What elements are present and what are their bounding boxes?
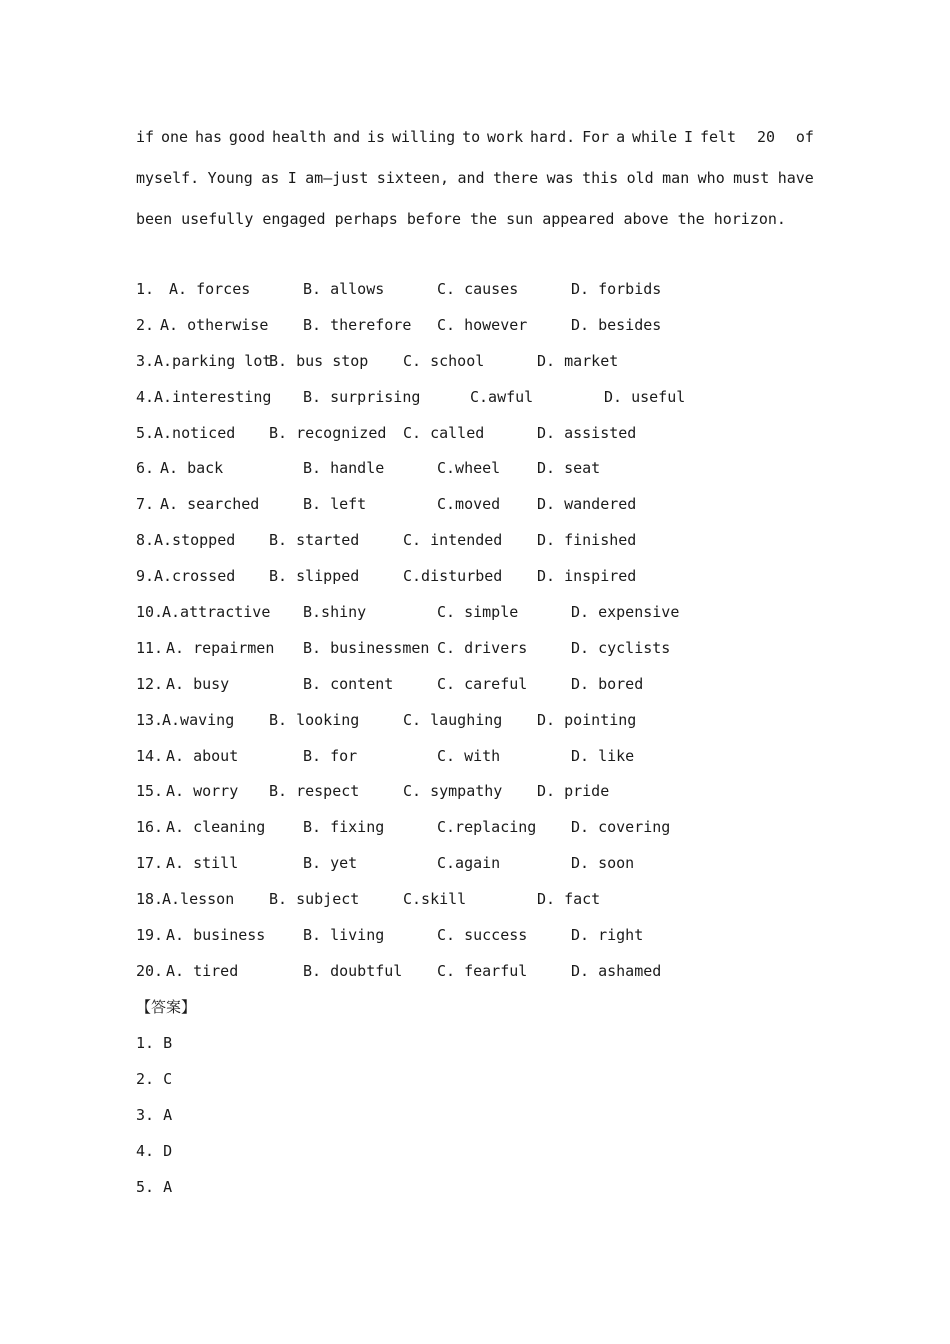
option-a: A. forces [169, 280, 251, 298]
passage-word: engaged [262, 210, 326, 228]
option-b: B. respect [269, 782, 360, 801]
option-d: D. soon [571, 854, 635, 873]
passage-word: and [333, 128, 361, 146]
option-a: A.waving [162, 710, 235, 729]
passage-word: felt [699, 128, 737, 146]
passage-line-3 [136, 206, 814, 247]
option-d: D. right [571, 926, 644, 945]
passage-word: sixteen, [376, 169, 450, 187]
passage-word: perhaps [334, 210, 398, 228]
option-d: D. useful [604, 387, 686, 406]
option-a: A. busy [166, 674, 230, 693]
question-row [136, 493, 836, 529]
question-number: 6. [136, 459, 155, 478]
question-number: 11. [136, 638, 164, 657]
answer-item: 4. D [136, 1142, 173, 1160]
question-number: 3. [136, 351, 155, 370]
option-b: B. handle [303, 459, 385, 478]
option-a: A.noticed [154, 423, 236, 442]
passage-word: health [271, 128, 327, 146]
question-row [136, 386, 836, 422]
option-c: C. called [403, 423, 485, 442]
passage-word: a [616, 128, 626, 146]
option-c: C.disturbed [403, 567, 503, 586]
option-c: C.wheel [437, 459, 501, 478]
option-c: C. fearful [437, 961, 528, 980]
option-a: A. otherwise [160, 315, 269, 334]
option-a: A.stopped [154, 531, 236, 550]
answer-section [136, 996, 536, 1212]
option-d: D. besides [571, 315, 662, 334]
passage-word: willing [391, 128, 456, 146]
question-number: 18. [136, 890, 164, 909]
passage-word: usefully [181, 210, 254, 228]
option-d: D. finished [537, 531, 637, 550]
blank-number: 20 [756, 128, 775, 146]
question-row [136, 673, 836, 709]
question-row [136, 565, 836, 601]
question-row [136, 924, 836, 960]
question-row [136, 350, 836, 386]
passage-word: to [462, 128, 481, 146]
question-row [136, 960, 836, 996]
question-row [136, 457, 836, 493]
passage-line-1 [136, 124, 814, 165]
option-c: C. careful [437, 674, 528, 693]
question-number: 5. [136, 423, 155, 442]
answer-item: 1. B [136, 1034, 173, 1052]
option-b: B. doubtful [303, 961, 403, 980]
option-b: B. slipped [269, 567, 360, 586]
passage-word: has [194, 128, 223, 146]
option-d: D. market [537, 351, 619, 370]
passage-word: one [160, 128, 189, 146]
passage-word: of [795, 128, 814, 146]
passage-word: For [582, 128, 610, 146]
question-number: 2. [136, 315, 155, 334]
passage-word: been [136, 210, 173, 228]
answer-item: 5. A [136, 1178, 173, 1196]
option-d: D. like [571, 746, 635, 765]
option-a: A.attractive [162, 603, 271, 622]
option-b: B. fixing [303, 818, 385, 837]
passage-text [136, 124, 814, 247]
option-b: B. left [303, 495, 367, 514]
passage-word: and [457, 169, 485, 187]
option-d: D. seat [537, 459, 601, 478]
passage-word: I [287, 169, 297, 187]
option-c: C. school [403, 351, 485, 370]
passage-word: am—just [305, 169, 369, 187]
option-c: C.skill [403, 890, 467, 909]
option-a: A. business [166, 926, 266, 945]
option-c: C. drivers [437, 638, 528, 657]
option-b: B.shiny [303, 603, 367, 622]
passage-word: myself. [136, 169, 200, 187]
option-b: B. surprising [303, 387, 421, 406]
option-a: A. cleaning [166, 818, 266, 837]
answer-heading: 【答案】 [136, 998, 197, 1016]
option-a: A.lesson [162, 890, 235, 909]
option-d: D. wandered [537, 495, 637, 514]
option-b: B. content [303, 674, 394, 693]
question-row [136, 816, 836, 852]
passage-word: sun [506, 210, 534, 228]
option-b: B. bus stop [269, 351, 369, 370]
passage-word: old [626, 169, 654, 187]
passage-word: above [623, 210, 669, 228]
option-c: C. success [437, 926, 528, 945]
options-list [136, 278, 836, 996]
answer-item: 2. C [136, 1070, 173, 1088]
question-row [136, 709, 836, 745]
question-number: 8. [136, 531, 155, 550]
option-d: D. bored [571, 674, 644, 693]
option-c: C.replacing [437, 818, 537, 837]
option-a: A. worry [166, 782, 239, 801]
option-c: C.again [437, 854, 501, 873]
passage-word: I [684, 128, 694, 146]
passage-word: work [487, 128, 524, 146]
question-row [136, 278, 836, 314]
option-b: B. subject [269, 890, 360, 909]
passage-word: must [733, 169, 770, 187]
passage-word: have [777, 169, 814, 187]
option-d: D. assisted [537, 423, 637, 442]
option-b: B. looking [269, 710, 360, 729]
passage-word: appeared [542, 210, 615, 228]
option-a: A.crossed [154, 567, 236, 586]
question-number: 10. [136, 603, 164, 622]
question-number: 1. [136, 280, 155, 298]
passage-word: as [261, 169, 280, 187]
question-number: 16. [136, 818, 164, 837]
option-a: A. about [166, 746, 239, 765]
question-number: 14. [136, 746, 164, 765]
option-c: C. intended [403, 531, 503, 550]
option-a: A.parking lot [154, 351, 272, 370]
question-number: 19. [136, 926, 164, 945]
option-d: D. cyclists [571, 638, 671, 657]
answer-item: 3. A [136, 1106, 173, 1124]
option-c: C. causes [437, 280, 519, 298]
question-row [136, 637, 836, 673]
question-row [136, 852, 836, 888]
question-row [136, 422, 836, 458]
option-d: D. covering [571, 818, 671, 837]
option-d: D. expensive [571, 603, 680, 622]
passage-word: this [582, 169, 619, 187]
option-d: D. pointing [537, 710, 637, 729]
passage-word: who [697, 169, 725, 187]
question-number: 4. [136, 387, 155, 406]
passage-word: Young [207, 169, 253, 187]
passage-word: hard. [530, 128, 576, 146]
question-number: 20. [136, 961, 164, 980]
question-row [136, 314, 836, 350]
option-c: C. laughing [403, 710, 503, 729]
passage-word: there [492, 169, 539, 187]
option-b: B. therefore [303, 315, 412, 334]
option-b: B. started [269, 531, 360, 550]
question-number: 12. [136, 674, 164, 693]
option-c: C. sympathy [403, 782, 503, 801]
passage-word: if [136, 128, 155, 146]
option-b: B. allows [303, 280, 385, 298]
option-d: D. ashamed [571, 961, 662, 980]
passage-word: good [228, 128, 266, 146]
option-c: C. simple [437, 603, 519, 622]
option-a: A. still [166, 854, 239, 873]
question-number: 7. [136, 495, 155, 514]
passage-word: before [406, 210, 461, 228]
option-a: A. repairmen [166, 638, 275, 657]
option-b: B. for [303, 746, 358, 765]
option-b: B. businessmen [303, 638, 430, 657]
option-d: D. pride [537, 782, 610, 801]
option-d: D. fact [537, 890, 601, 909]
question-row [136, 780, 836, 816]
option-c: C.awful [470, 387, 534, 406]
option-c: C. however [437, 315, 528, 334]
question-row [136, 601, 836, 637]
option-c: C.moved [437, 495, 501, 514]
passage-line-2 [136, 165, 814, 206]
passage-word: the [677, 210, 705, 228]
option-b: B. recognized [269, 423, 387, 442]
question-row [136, 888, 836, 924]
passage-word: man [662, 169, 690, 187]
question-number: 15. [136, 782, 164, 801]
question-number: 13. [136, 710, 164, 729]
passage-word: is [367, 128, 386, 146]
option-b: B. living [303, 926, 385, 945]
passage-word: the [470, 210, 498, 228]
option-d: D. inspired [537, 567, 637, 586]
question-row [136, 745, 836, 781]
question-number: 9. [136, 567, 155, 586]
option-b: B. yet [303, 854, 358, 873]
passage-word: while [631, 128, 678, 146]
option-a: A. back [160, 459, 224, 478]
option-a: A.interesting [154, 387, 272, 406]
question-row [136, 529, 836, 565]
option-d: D. forbids [571, 280, 662, 298]
question-number: 17. [136, 854, 164, 873]
option-c: C. with [437, 746, 501, 765]
option-a: A. searched [160, 495, 260, 514]
passage-word: horizon. [713, 210, 786, 228]
option-a: A. tired [166, 961, 239, 980]
passage-word: was [546, 169, 574, 187]
